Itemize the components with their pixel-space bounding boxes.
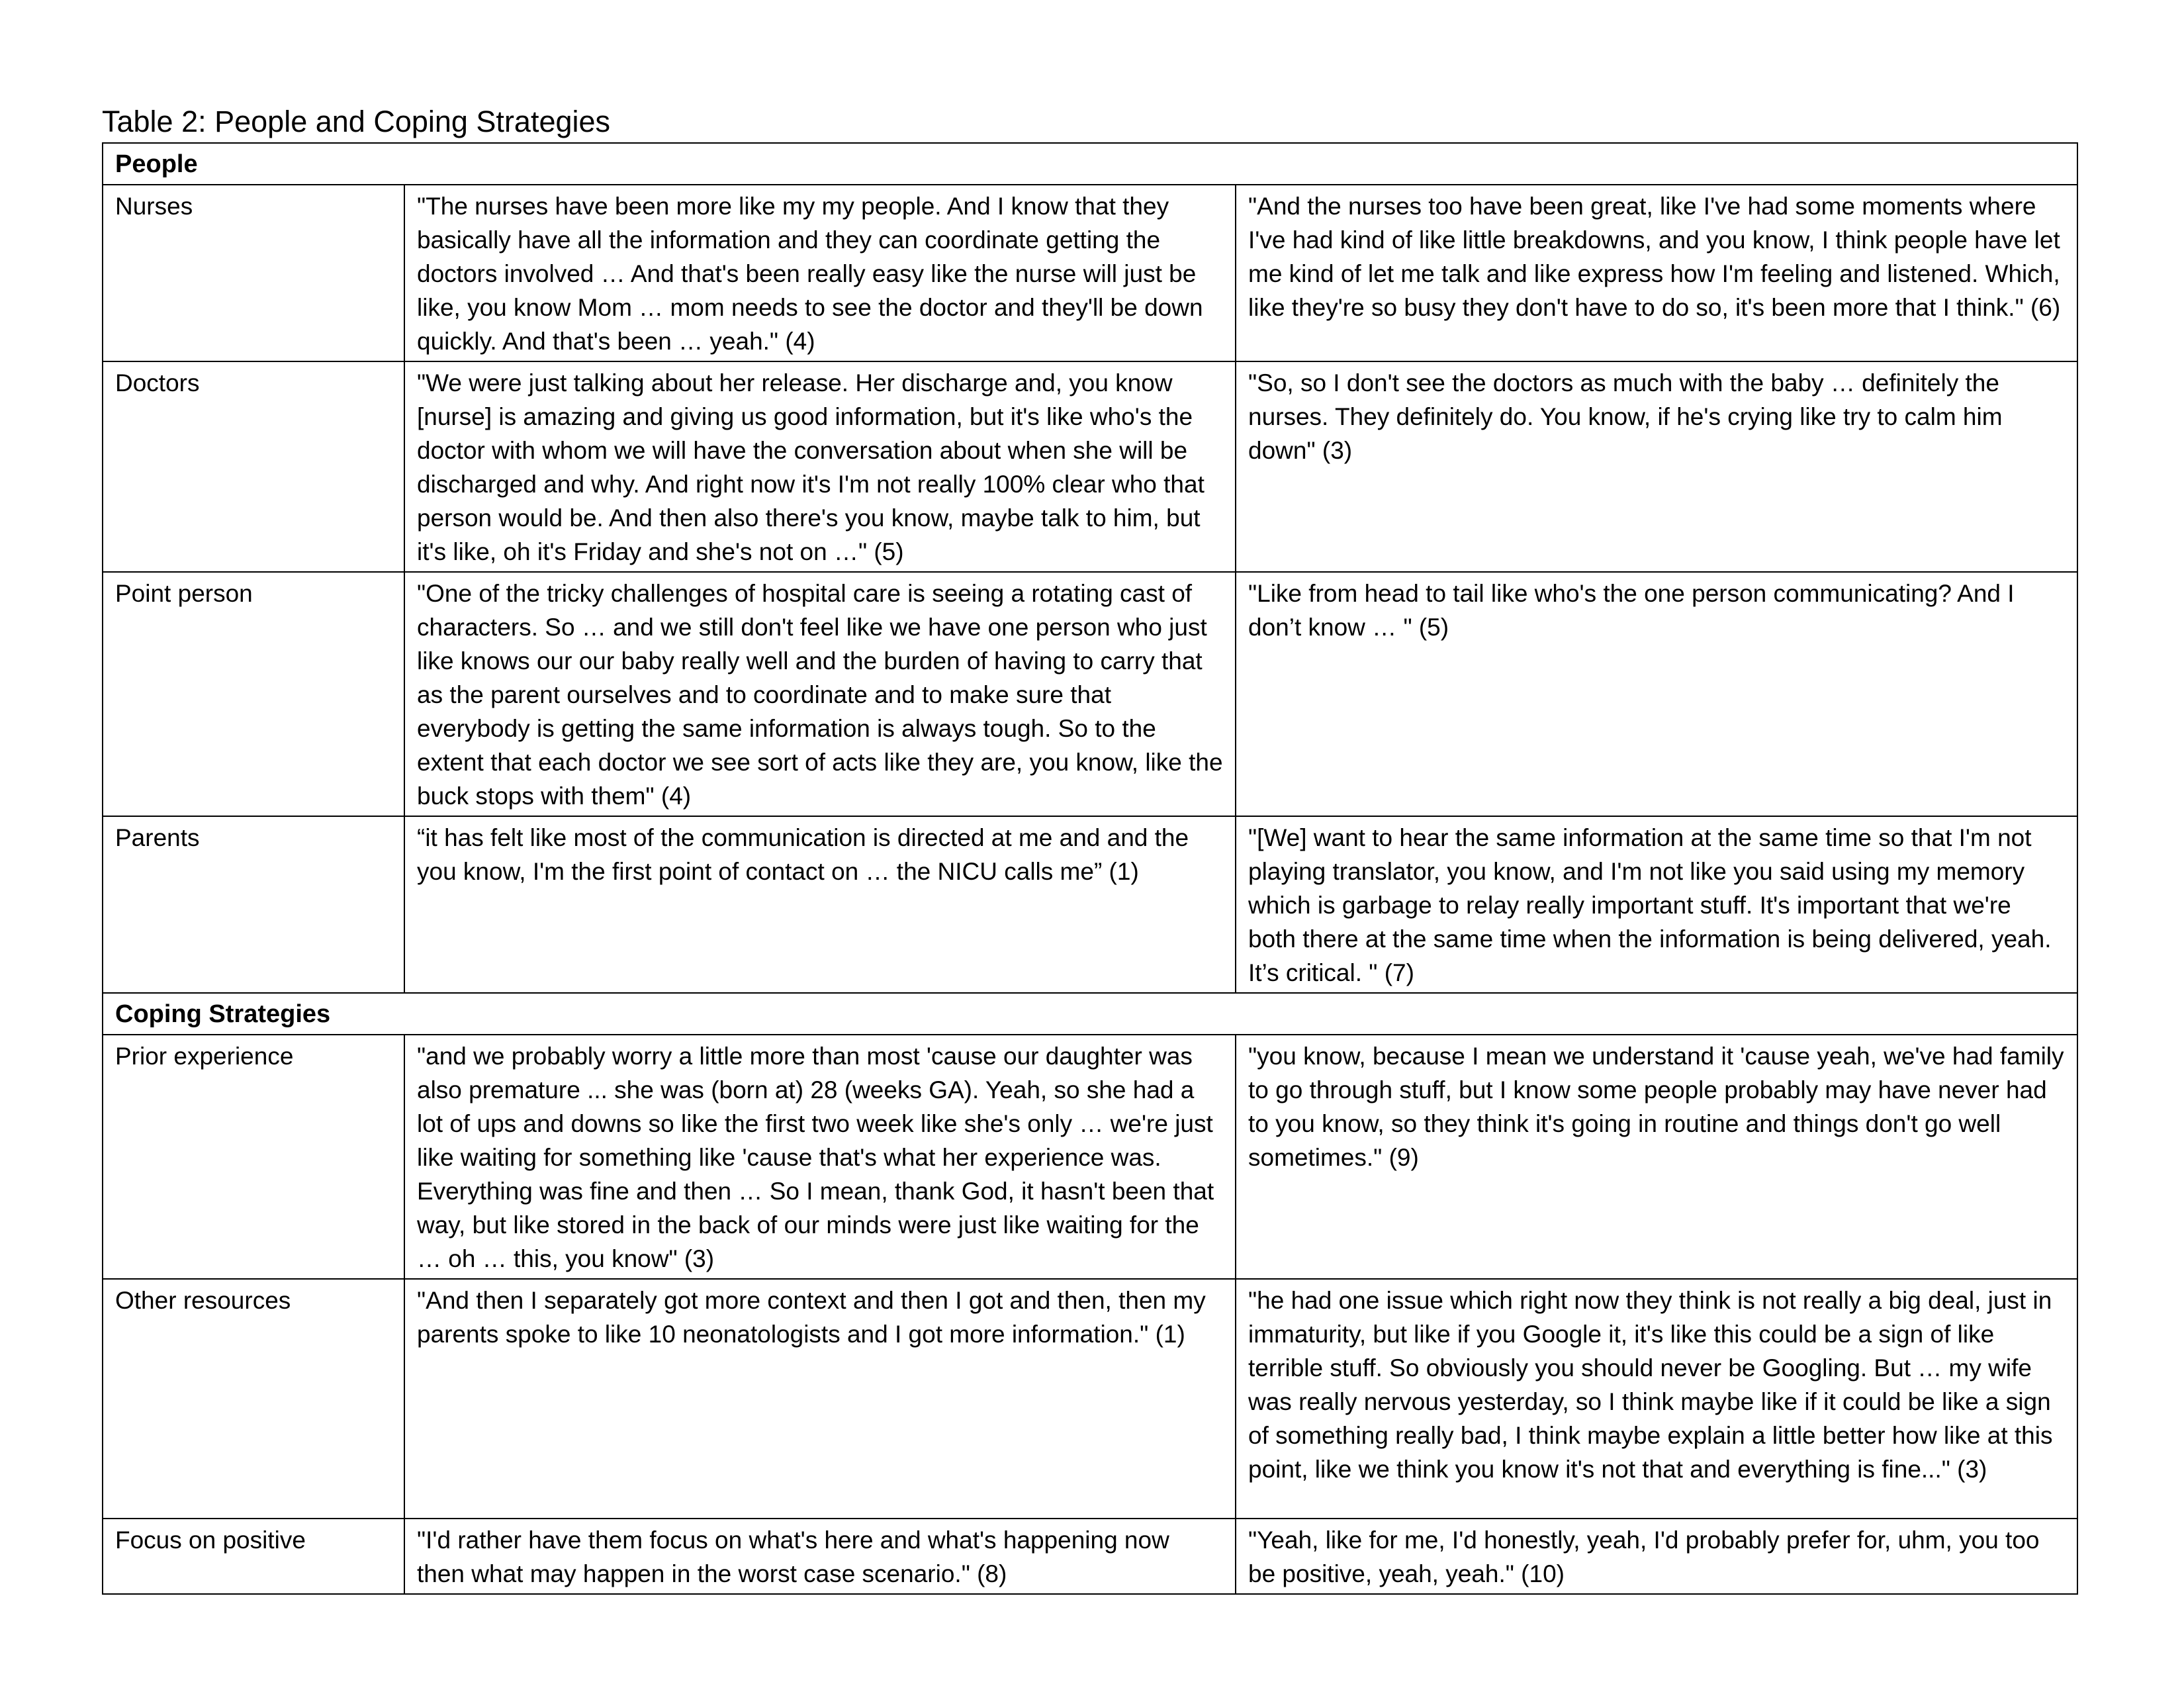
section-heading-people: People [103, 143, 2077, 185]
quote-cell: "[We] want to hear the same information at the same time so that I'm not playing translator, you know, and I'm not like you said using my memory which is garbage to relay really important stuff. It's important that we're both there at the same time when the information is being delivered, yeah. It’s critical. " (7) [1236, 816, 2077, 993]
row-label-point-person: Point person [103, 572, 404, 816]
quote-cell: "The nurses have been more like my my people. And I know that they basically have all the information and they can coordinate getting the doctors involved … And that's been really easy like the nurse will just be like, you know Mom … mom needs to see the doctor and they'll be down quickly. And that's been … yeah." (4) [404, 185, 1236, 361]
quote-cell: "I'd rather have them focus on what's here and what's happening now then what may happen in the worst case scenario." (8) [404, 1519, 1236, 1594]
table-row [103, 1519, 2077, 1594]
section-header-row [103, 143, 2077, 185]
row-label-nurses: Nurses [103, 185, 404, 361]
quote-cell: “it has felt like most of the communication is directed at me and and the you know, I'm the first point of contact on … the NICU calls me” (1) [404, 816, 1236, 993]
table-row [103, 361, 2077, 572]
quote-cell: "he had one issue which right now they think is not really a big deal, just in immaturity, but like if you Google it, it's like this could be a sign of like terrible stuff. So obviously you should never be Googling. But … my wife was really nervous yesterday, so I think maybe like if it could be like a sign of something really bad, I think maybe explain a little better how like at this point, like we think you know it's not that and everything is fine..." (3) [1236, 1279, 2077, 1519]
section-header-row [103, 993, 2077, 1035]
table-row [103, 816, 2077, 993]
quote-cell: "and we probably worry a little more than most 'cause our daughter was also premature ... she was (born at) 28 (weeks GA). Yeah, so she had a lot of ups and downs so like the first two week like she's only … we're just like waiting for something like 'cause that's what her experience was. Everything was fine and then … So I mean, thank God, it hasn't been that way, but like stored in the back of our minds were just like waiting for the … oh … this, you know" (3) [404, 1035, 1236, 1279]
row-label-parents: Parents [103, 816, 404, 993]
table-row [103, 1279, 2077, 1519]
quotes-table [102, 142, 2078, 1595]
row-label-doctors: Doctors [103, 361, 404, 572]
quote-cell: "So, so I don't see the doctors as much with the baby … definitely the nurses. They definitely do. You know, if he's crying like try to calm him down" (3) [1236, 361, 2077, 572]
table-title: Table 2: People and Coping Strategies [102, 105, 611, 138]
quote-cell: "We were just talking about her release. Her discharge and, you know [nurse] is amazing and giving us good information, but it's like who's the doctor with whom we will have the conversation about when she will be discharged and why. And right now it's I'm not really 100% clear who that person would be. And then also there's you know, maybe talk to him, but it's like, oh it's Friday and she's not on …" (5) [404, 361, 1236, 572]
row-label-prior-experience: Prior experience [103, 1035, 404, 1279]
quote-cell: "One of the tricky challenges of hospital care is seeing a rotating cast of characters. So … and we still don't feel like we have one person who just like knows our our baby really well and the burden of having to carry that as the parent ourselves and to coordinate and to make sure that everybody is getting the same information is always tough. So to the extent that each doctor we see sort of acts like they are, you know, like the buck stops with them" (4) [404, 572, 1236, 816]
quote-cell: "Like from head to tail like who's the one person communicating? And I don’t know … " (5) [1236, 572, 2077, 816]
table-row [103, 1035, 2077, 1279]
row-label-focus-on-positive: Focus on positive [103, 1519, 404, 1594]
quote-cell: "And then I separately got more context and then I got and then, then my parents spoke to like 10 neonatologists and I got more information." (1) [404, 1279, 1236, 1519]
table-row [103, 572, 2077, 816]
table-row [103, 185, 2077, 361]
row-label-other-resources: Other resources [103, 1279, 404, 1519]
quote-cell: "you know, because I mean we understand it 'cause yeah, we've had family to go through stuff, but I know some people probably may have never had to you know, so they think it's going in routine and things don't go well sometimes." (9) [1236, 1035, 2077, 1279]
quote-cell: "Yeah, like for me, I'd honestly, yeah, I'd probably prefer for, uhm, you too be positive, yeah, yeah." (10) [1236, 1519, 2077, 1594]
section-heading-coping-strategies: Coping Strategies [103, 993, 2077, 1035]
quote-cell: "And the nurses too have been great, like I've had some moments where I've had kind of like little breakdowns, and you know, I think people have let me kind of let me talk and like express how I'm feeling and listened. Which, like they're so busy they don't have to do so, it's been more that I think." (6) [1236, 185, 2077, 361]
